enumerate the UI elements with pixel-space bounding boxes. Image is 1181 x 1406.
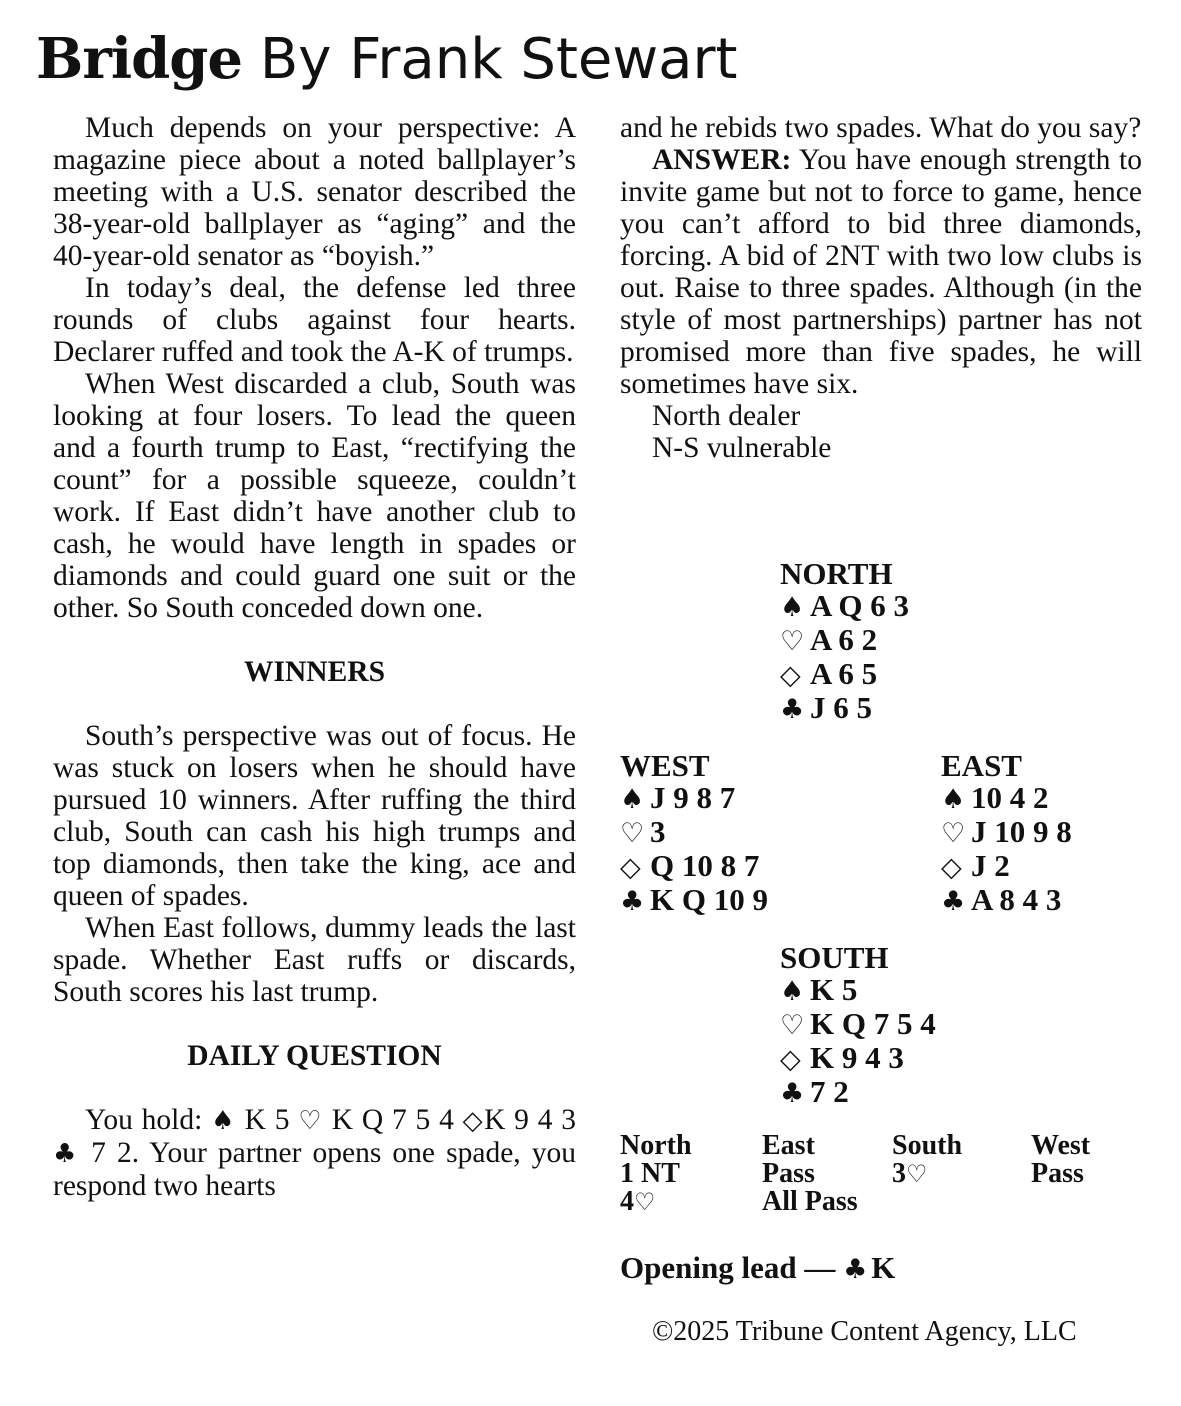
paragraph: In today’s deal, the defense led three rounds of clubs against four hearts. Declarer ruffed and took the A-K of trumps. (53, 272, 576, 368)
club-icon: ♣ (941, 886, 966, 917)
bid-south-1: 3♡ (892, 1158, 928, 1189)
paragraph: When West discarded a club, South was looking at four losers. To lead the queen and a fourth trump to East, “rectifying the count” for a possible squeeze, couldn’t work. If East didn’t have another club to cash, he would have length in spades or diamonds and could guard one suit or the other. So South conceded down one. (53, 368, 576, 624)
bid-north-2: 4♡ (620, 1186, 656, 1217)
hand-label: NORTH (780, 556, 893, 591)
hand-clubs: ♣ K Q 10 9 (620, 882, 768, 917)
hand-hearts: ♡ A 6 2 (780, 622, 878, 657)
heart-icon: ♡ (906, 1160, 928, 1188)
hand-diamonds: ◇ K 9 4 3 (780, 1040, 904, 1075)
opening-lead (620, 1250, 895, 1286)
hand-label: WEST (620, 748, 710, 783)
bid-north-1: 1 NT (620, 1158, 680, 1189)
club-icon: ♣ (620, 886, 645, 917)
heart-icon: ♡ (634, 1188, 656, 1216)
hand-hearts: ♡ J 10 9 8 (941, 814, 1072, 849)
spade-icon: ♠ (941, 784, 966, 815)
spade-icon: ♠ (780, 976, 805, 1007)
title-byline: By Frank Stewart (242, 27, 738, 92)
diamond-icon: ◇ (780, 1044, 801, 1075)
opening-lead-label: Opening lead — (620, 1250, 836, 1285)
paragraph: South’s perspective was out of focus. He was stuck on losers when he should have pursued 10 winners. After ruffing the third club, South can cash his high trumps and top diamonds, then take the king, ace and queen of spades. (53, 720, 576, 912)
heart-icon: ♡ (298, 1106, 324, 1136)
hand-diamonds: ◇ J 2 (941, 848, 1010, 883)
heading-daily-question: DAILY QUESTION (187, 1040, 442, 1072)
paragraph: When East follows, dummy leads the last spade. Whether East ruffs or discards, South scores his last trump. (53, 912, 576, 1008)
heart-icon: ♡ (620, 818, 645, 849)
hand-hearts: ♡ 3 (620, 814, 666, 849)
hand-west (620, 750, 768, 918)
diamond-icon: ◇ (620, 852, 641, 883)
title-bridge: Bridge (36, 26, 243, 92)
bidding-header-east: East (762, 1130, 815, 1161)
spade-icon: ♠ (211, 1106, 236, 1136)
vulnerability-line: N-S vulnerable (652, 432, 832, 464)
club-icon: ♣ (53, 1139, 81, 1169)
hand-label: EAST (941, 748, 1022, 783)
hand-spades: ♠ K 5 (780, 972, 858, 1007)
paragraph: Much depends on your perspective: A magazine piece about a noted ballplayer’s meeting with a U.S. senator described the 38-year-old ballplayer as “aging” and the 40-year-old senator as “boyish.” (53, 112, 576, 272)
answer-label: ANSWER: (652, 144, 792, 176)
hand-spades: ♠ A Q 6 3 (780, 588, 910, 623)
club-icon: ♣ (780, 694, 805, 725)
diamond-icon: ◇ (941, 852, 962, 883)
hand-label: SOUTH (780, 940, 889, 975)
diamond-icon: ◇ (462, 1106, 485, 1136)
hand-diamonds: ◇ A 6 5 (780, 656, 878, 691)
opening-lead-card: K (871, 1250, 896, 1285)
hand-south (780, 942, 936, 1110)
heart-icon: ♡ (780, 626, 805, 657)
bidding-header-west: West (1031, 1130, 1091, 1161)
heart-icon: ♡ (941, 818, 966, 849)
bidding-header-north: North (620, 1130, 692, 1161)
copyright: ©2025 Tribune Content Agency, LLC (652, 1316, 1077, 1347)
hand-east (941, 750, 1072, 918)
left-column (53, 112, 576, 1202)
spade-icon: ♠ (780, 592, 805, 623)
answer-paragraph: ANSWER: You have enough strength to invite game but not to force to game, hence you can’t afford to bid three diamonds, forcing. A bid of 2NT with two low clubs is out. Raise to three spades. Although (in the style of most partnerships) partner has not promised more than five spades, he will sometimes have six. (620, 144, 1142, 400)
right-column (620, 112, 1142, 464)
hand-spades: ♠ 10 4 2 (941, 780, 1049, 815)
hand-diamonds: ◇ Q 10 8 7 (620, 848, 760, 883)
paragraph: and he rebids two spades. What do you say? (620, 112, 1142, 144)
daily-question-text: You hold: ♠ K 5 ♡ K Q 7 5 4 ◇K 9 4 3 ♣ 7 2. Your partner opens one spade, you respond two hearts (53, 1104, 577, 1202)
hand-clubs: ♣ J 6 5 (780, 690, 872, 725)
hand-north (780, 558, 909, 726)
page-title (36, 28, 737, 91)
club-icon: ♣ (843, 1254, 868, 1285)
hand-spades: ♠ J 9 8 7 (620, 780, 736, 815)
heading-winners: WINNERS (244, 656, 385, 688)
dealer-line: North dealer (652, 400, 801, 432)
hand-hearts: ♡ K Q 7 5 4 (780, 1006, 936, 1041)
hand-clubs: ♣ A 8 4 3 (941, 882, 1062, 917)
bid-east-2: All Pass (762, 1186, 858, 1217)
bid-east-1: Pass (762, 1158, 815, 1189)
club-icon: ♣ (780, 1078, 805, 1109)
spade-icon: ♠ (620, 784, 645, 815)
bidding-header-south: South (892, 1130, 963, 1161)
bid-west-1: Pass (1031, 1158, 1084, 1189)
hand-clubs: ♣ 7 2 (780, 1074, 849, 1109)
heart-icon: ♡ (780, 1010, 805, 1041)
diamond-icon: ◇ (780, 660, 801, 691)
